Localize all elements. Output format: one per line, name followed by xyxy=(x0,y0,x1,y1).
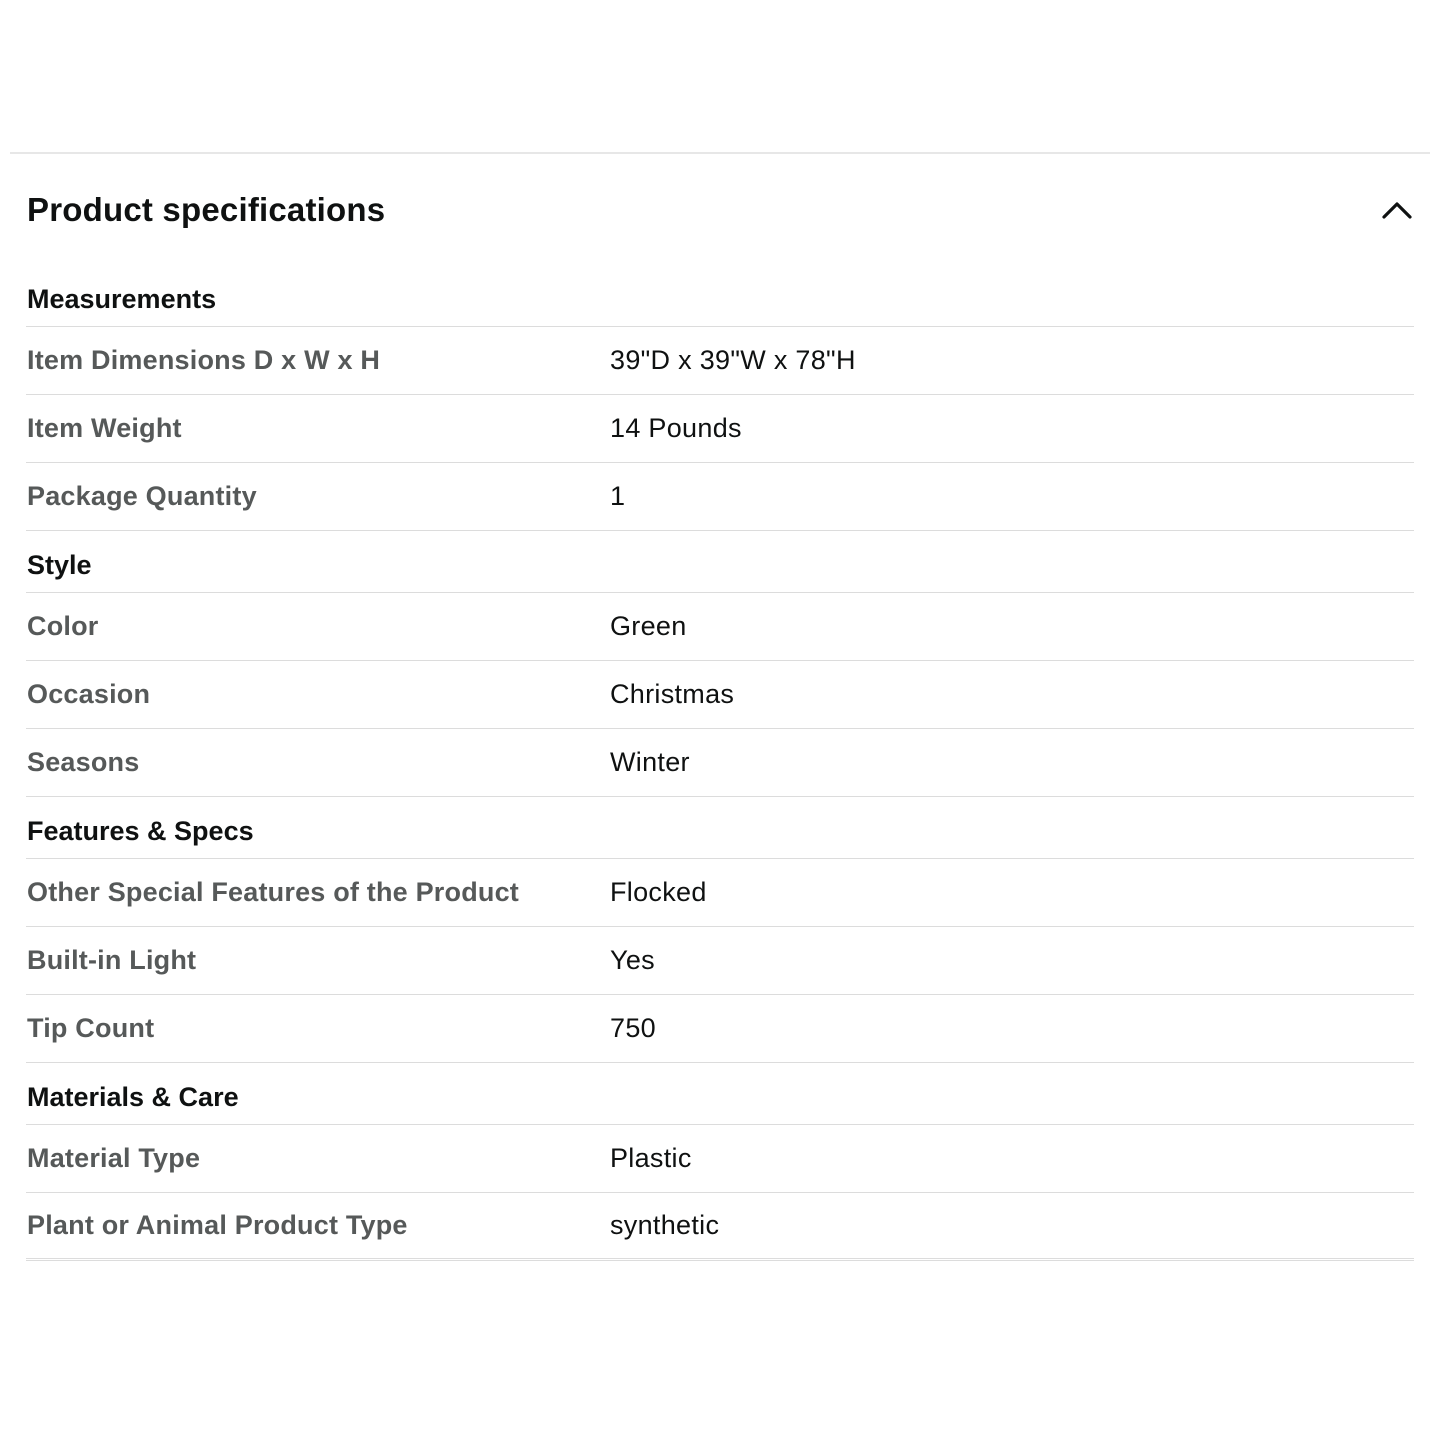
spec-row xyxy=(26,995,1414,1063)
spec-value: 14 Pounds xyxy=(610,413,742,443)
spec-row xyxy=(26,593,1414,661)
group-heading-measurements: Measurements xyxy=(26,265,1414,327)
spec-key: Built-in Light xyxy=(27,945,197,975)
chevron-up-icon[interactable] xyxy=(1380,193,1414,227)
spec-value: 750 xyxy=(610,1013,656,1043)
spec-key: Tip Count xyxy=(27,1013,155,1043)
spec-row xyxy=(26,1193,1414,1261)
spec-row xyxy=(26,1125,1414,1193)
group-heading-style: Style xyxy=(26,531,1414,593)
spec-row xyxy=(26,463,1414,531)
top-divider xyxy=(10,152,1430,154)
spec-row xyxy=(26,327,1414,395)
group-heading-materials-care: Materials & Care xyxy=(26,1063,1414,1125)
spec-value: Winter xyxy=(610,747,690,777)
spec-key: Item Dimensions D x W x H xyxy=(27,345,381,375)
spec-row xyxy=(26,859,1414,927)
spec-table xyxy=(26,265,1414,1261)
spec-row xyxy=(26,395,1414,463)
spec-key: Package Quantity xyxy=(27,481,257,511)
spec-key: Plant or Animal Product Type xyxy=(27,1210,408,1240)
spec-row xyxy=(26,661,1414,729)
spec-value: Christmas xyxy=(610,679,735,709)
spec-value: Yes xyxy=(610,945,655,975)
spec-key: Color xyxy=(27,611,99,641)
spec-value: 39"D x 39"W x 78"H xyxy=(610,345,856,375)
spec-value: 1 xyxy=(610,481,626,511)
spec-key: Item Weight xyxy=(27,413,182,443)
spec-value: synthetic xyxy=(610,1210,720,1240)
spec-key: Other Special Features of the Product xyxy=(27,877,520,907)
spec-row xyxy=(26,927,1414,995)
spec-key: Occasion xyxy=(27,679,151,709)
spec-value: Plastic xyxy=(610,1143,692,1173)
spec-key: Seasons xyxy=(27,747,140,777)
spec-row xyxy=(26,729,1414,797)
spec-value: Flocked xyxy=(610,877,707,907)
section-title: Product specifications xyxy=(27,191,386,228)
product-specifications-toggle[interactable] xyxy=(27,180,1414,240)
spec-key: Material Type xyxy=(27,1143,201,1173)
group-heading-features-specs: Features & Specs xyxy=(26,797,1414,859)
spec-value: Green xyxy=(610,611,687,641)
